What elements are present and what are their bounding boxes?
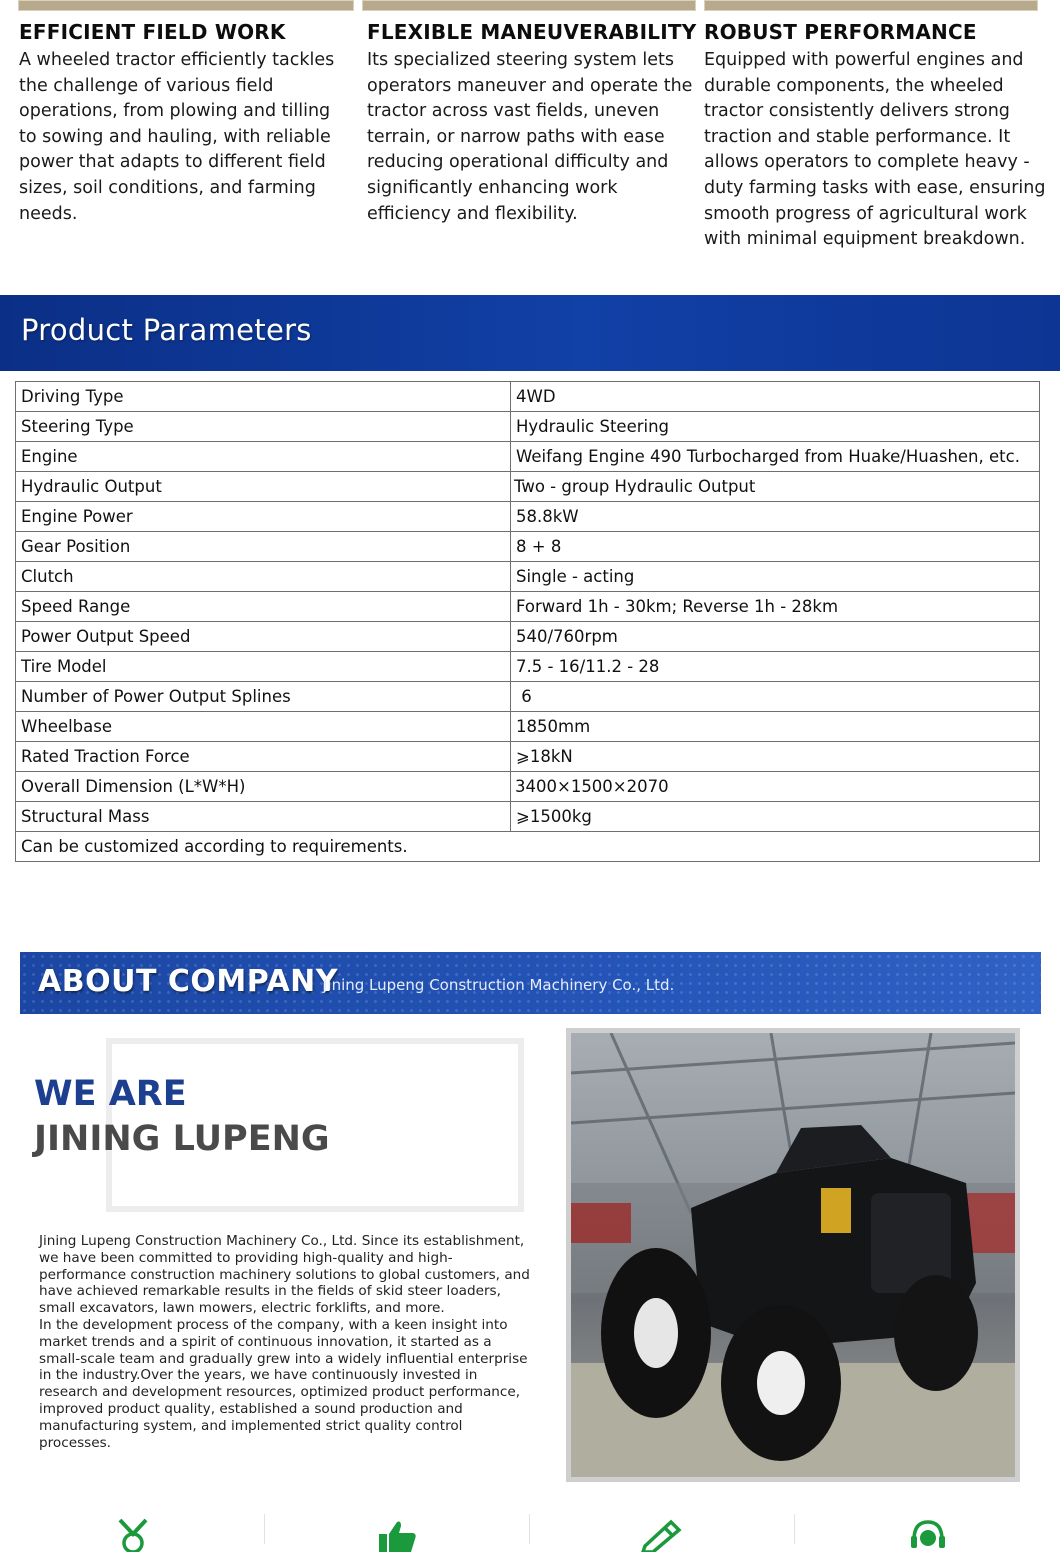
- divider: [264, 1514, 265, 1544]
- feature-text: A wheeled tractor efficiently tackles the challenge of various field operations, from plowing and tilling to sowing and hauling, with reliable power that adapts to different field sizes, soil conditions, and farming needs.: [19, 50, 335, 224]
- param-value: ⩾1500kg: [511, 802, 1040, 832]
- company-name-heading: JINING LUPENG: [34, 1119, 330, 1159]
- feature-robust-performance: [704, 18, 1058, 253]
- param-key: Hydraulic Output: [16, 472, 511, 502]
- parameters-table: [15, 381, 1040, 862]
- feature-image-strip-3: [704, 0, 1038, 11]
- table-row: [16, 832, 1040, 862]
- feature-title: ROBUST PERFORMANCE: [704, 20, 977, 44]
- about-paragraph: In the development process of the company, with a keen insight into market trends and a spirit of continuous innovation, it started as a small-scale team and gradually grew into a widely influential enterprise in the industry.Over the years, we have continuously invested in research and development resources, optimized product performance, improved product quality, established a sound production and manufacturing system, and implemented strict quality control processes.: [39, 1316, 528, 1451]
- table-row: [16, 682, 1040, 712]
- param-value: 1850mm: [511, 712, 1040, 742]
- feature-title: FLEXIBLE MANEUVERABILITY: [367, 20, 697, 44]
- param-value: 4WD: [511, 382, 1040, 412]
- param-key: Tire Model: [16, 652, 511, 682]
- param-value: 540/760rpm: [511, 622, 1040, 652]
- param-value: 8 + 8: [511, 532, 1040, 562]
- feature-text: Its specialized steering system lets operators maneuver and operate the tractor across vast fields, uneven terrain, or narrow paths with ease reducing operational difficulty and significantly enhancing work efficiency and flexibility.: [367, 50, 693, 224]
- param-key: Number of Power Output Splines: [16, 682, 511, 712]
- table-row: [16, 742, 1040, 772]
- param-value: 58.8kW: [511, 502, 1040, 532]
- param-value: Two - group Hydraulic Output: [511, 472, 1040, 502]
- about-paragraph: Jining Lupeng Construction Machinery Co., Ltd. Since its establishment, we have been committed to providing high-quality and high-performance construction machinery solutions to global customers, and have achieved remarkable results in the fields of skid steer loaders, small excavators, lawn mowers, electric forklifts, and more.: [39, 1233, 530, 1317]
- param-key: Clutch: [16, 562, 511, 592]
- about-company-banner: [20, 952, 1041, 1014]
- table-row: [16, 382, 1040, 412]
- tractor-photo-frame: [566, 1028, 1020, 1482]
- param-key: Overall Dimension (L*W*H): [16, 772, 511, 802]
- we-are-heading: WE ARE: [34, 1074, 187, 1114]
- param-value: Hydraulic Steering: [511, 412, 1040, 442]
- table-row: [16, 712, 1040, 742]
- param-value: Forward 1h - 30km; Reverse 1h - 28km: [511, 592, 1040, 622]
- param-key: Structural Mass: [16, 802, 511, 832]
- table-row: [16, 802, 1040, 832]
- table-row: [16, 652, 1040, 682]
- about-subtitle: Jining Lupeng Construction Machinery Co., Ltd.: [323, 976, 675, 994]
- param-value: 3400×1500×2070: [511, 772, 1040, 802]
- about-title: ABOUT COMPANY: [38, 964, 339, 999]
- feature-text: Equipped with powerful engines and durable components, the wheeled tractor consistently delivers strong traction and stable performance. It allows operators to complete heavy - duty farming tasks with ease, ensuring smooth progress of agricultural work with minimal equipment breakdown.: [704, 50, 1046, 250]
- feature-efficient-field-work: [19, 18, 351, 227]
- table-row: [16, 412, 1040, 442]
- param-key: Gear Position: [16, 532, 511, 562]
- table-row: [16, 442, 1040, 472]
- table-row: [16, 532, 1040, 562]
- table-row: [16, 562, 1040, 592]
- feature-title: EFFICIENT FIELD WORK: [19, 20, 286, 44]
- feature-flexible-maneuverability: [367, 18, 697, 227]
- tractor-photo: [571, 1033, 1015, 1477]
- param-value: 6: [511, 682, 1040, 712]
- customization-note: Can be customized according to requirements.: [16, 832, 1040, 862]
- feature-image-strip-2: [362, 0, 696, 11]
- divider: [529, 1514, 530, 1544]
- about-description: [39, 1233, 531, 1451]
- param-key: Speed Range: [16, 592, 511, 622]
- features-icon-row: [0, 1510, 1060, 1544]
- product-parameters-banner: [0, 295, 1060, 371]
- tractor-illustration: [571, 1033, 1015, 1477]
- param-value: 7.5 - 16/11.2 - 28: [511, 652, 1040, 682]
- table-row: [16, 472, 1040, 502]
- param-key: Power Output Speed: [16, 622, 511, 652]
- param-key: Steering Type: [16, 412, 511, 442]
- divider: [794, 1514, 795, 1544]
- table-row: [16, 502, 1040, 532]
- table-row: [16, 622, 1040, 652]
- param-key: Driving Type: [16, 382, 511, 412]
- section-title: Product Parameters: [21, 313, 312, 347]
- param-key: Wheelbase: [16, 712, 511, 742]
- param-value: Single - acting: [511, 562, 1040, 592]
- table-row: [16, 772, 1040, 802]
- param-value: ⩾18kN: [511, 742, 1040, 772]
- param-key: Engine: [16, 442, 511, 472]
- param-value: Weifang Engine 490 Turbocharged from Huake/Huashen, etc.: [511, 442, 1040, 472]
- feature-image-strip-1: [18, 0, 354, 11]
- param-key: Engine Power: [16, 502, 511, 532]
- table-row: [16, 592, 1040, 622]
- param-key: Rated Traction Force: [16, 742, 511, 772]
